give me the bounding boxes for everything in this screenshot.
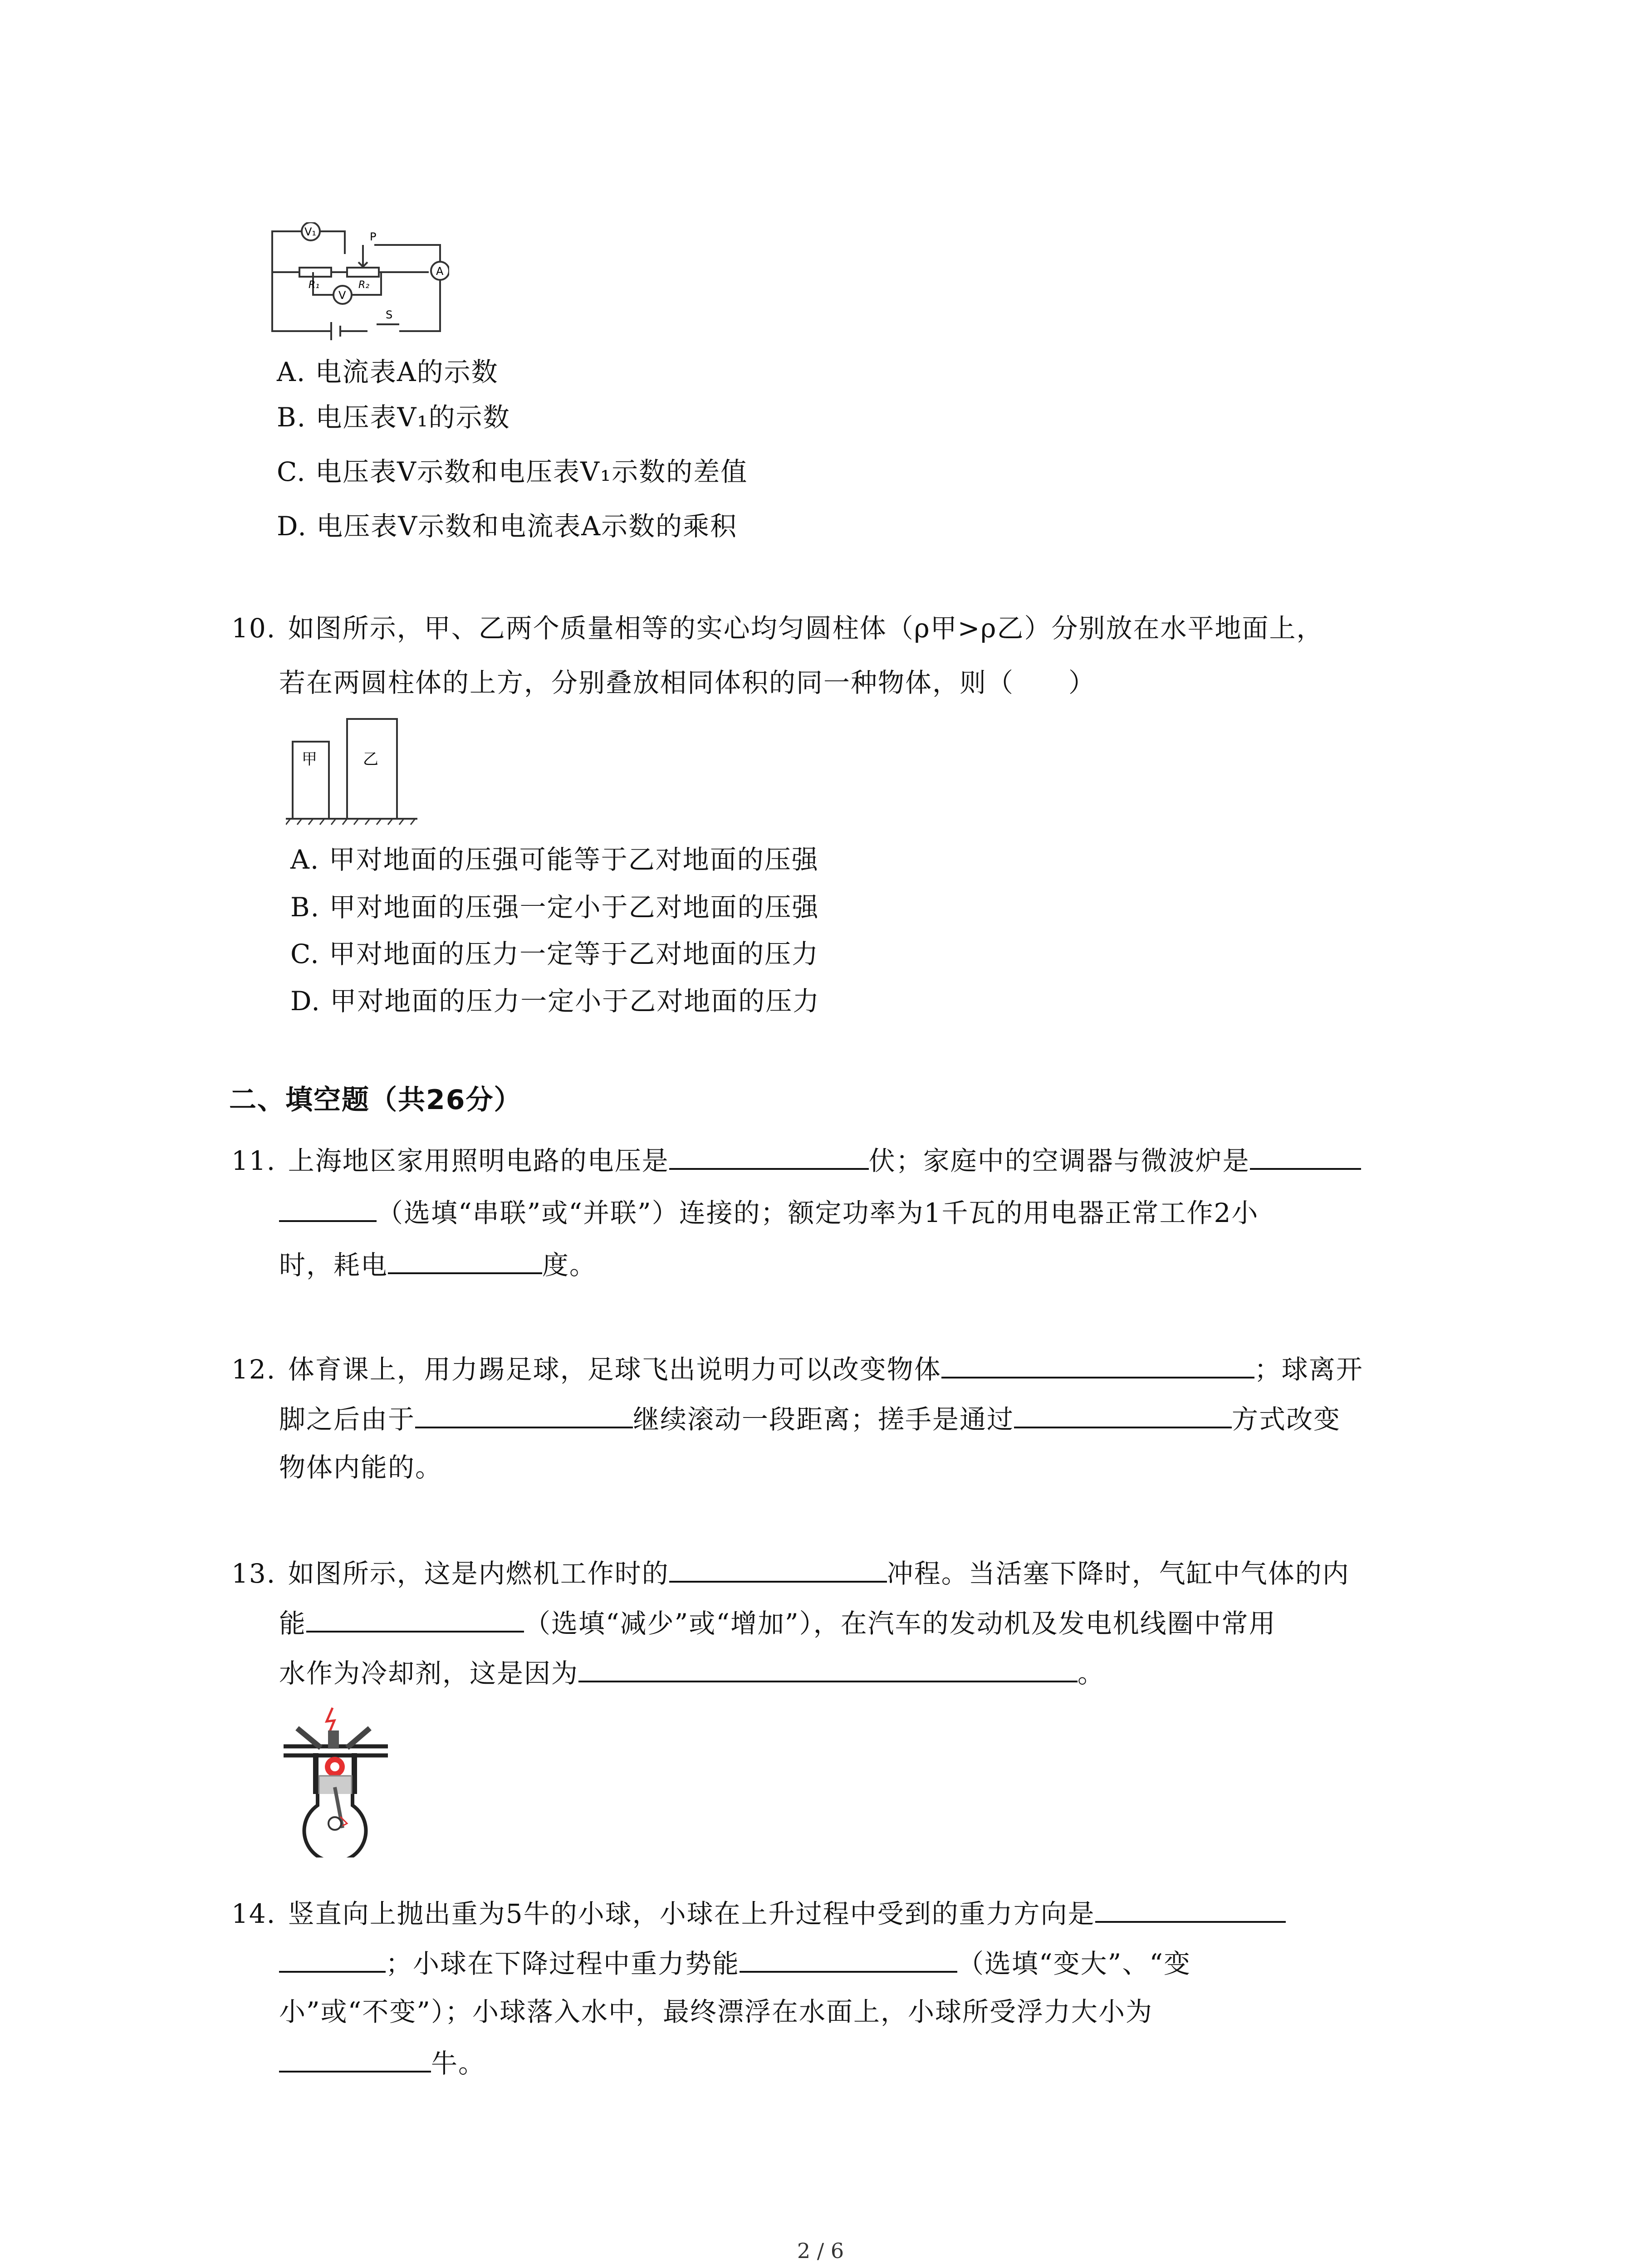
q13-line-1 [231,1554,1350,1592]
q12-blank-2[interactable] [415,1399,633,1428]
q14-text-2: ；小球在下降过程中重力势能 [386,1948,740,1979]
q13-number: 13. [231,1558,276,1589]
yi-label: 乙 [363,750,378,768]
q13-text-5: 水作为冷却剂，这是因为 [279,1658,579,1689]
q11-text-5: 度。 [542,1250,597,1281]
q10-option-a: A. 甲对地面的压强可能等于乙对地面的压强 [290,844,819,875]
a-label: A [436,265,444,278]
q11-blank-2-end[interactable] [279,1193,377,1222]
q14-blank-2[interactable] [740,1944,957,1973]
q14-number: 14. [231,1898,276,1929]
q14-line-1 [231,1894,1286,1932]
q9-option-d: D. 电压表V示数和电流表A示数的乘积 [277,511,738,542]
q12-text-4: 继续滚动一段距离；搓手是通过 [633,1404,1014,1435]
q10-cylinders-figure [286,714,422,826]
q9-option-a: A. 电流表A的示数 [277,357,499,387]
q14-blank-1-start[interactable] [1095,1894,1286,1923]
q11-text-3: （选填“串联”或“并联”）连接的；额定功率为1千瓦的用电器正常工作2小 [377,1198,1259,1228]
q10-text-1: 如图所示，甲、乙两个质量相等的实心均匀圆柱体（ρ甲>ρ乙）分别放在水平地面上， [288,613,1324,644]
q13-text-1: 如图所示，这是内燃机工作时的 [288,1558,669,1589]
q14-text-5: 牛。 [431,2048,486,2079]
q9-option-b: B. 电压表V₁的示数 [277,402,510,433]
q13-blank-2[interactable] [306,1603,524,1633]
q11-line-3 [279,1245,597,1283]
section-2-title: 二、填空题（共26分） [229,1084,522,1116]
q10-line-2: 若在两圆柱体的上方，分别叠放相同体积的同一种物体，则（ ） [279,667,1096,698]
q9-option-c: C. 电压表V示数和电压表V₁示数的差值 [277,456,748,487]
q12-line-3: 物体内能的。 [279,1452,443,1483]
q12-line-2 [279,1399,1341,1437]
q12-text-2: ；球离开 [1254,1354,1363,1385]
q10-option-d: D. 甲对地面的压力一定小于乙对地面的压力 [290,986,820,1017]
q12-text-1: 体育课上，用力踢足球，足球飞出说明力可以改变物体 [288,1354,941,1385]
q11-text-1: 上海地区家用照明电路的电压是 [288,1145,669,1176]
page-number: 2 / 6 [797,2239,844,2263]
q11-number: 11. [231,1145,276,1176]
q14-line-4 [279,2043,485,2082]
s-label: S [386,308,393,321]
q13-text-3: 能 [279,1608,307,1639]
q14-blank-3[interactable] [279,2043,431,2072]
p-label: P [370,230,377,243]
r1-label: R₁ [309,279,320,291]
q14-line-3: 小”或“不变”）；小球落入水中，最终漂浮在水面上，小球所受浮力大小为 [279,1996,1153,2027]
q10-number: 10. [231,613,276,644]
q14-text-1: 竖直向上抛出重为5牛的小球，小球在上升过程中受到的重力方向是 [288,1898,1095,1929]
q10-line-1 [231,610,1323,646]
q12-text-3: 脚之后由于 [279,1404,416,1435]
q12-blank-1[interactable] [941,1349,1254,1378]
q11-text-2: 伏；家庭中的空调器与微波炉是 [868,1145,1250,1176]
q12-number: 12. [231,1354,276,1385]
q11-blank-2-start[interactable] [1250,1141,1361,1170]
q14-text-3: （选填“变大”、“变 [957,1948,1191,1979]
q13-text-2: 冲程。当活塞下降时，气缸中气体的内 [887,1558,1350,1589]
q10-option-c: C. 甲对地面的压力一定等于乙对地面的压力 [290,938,819,969]
q11-line-1 [231,1141,1361,1179]
q9-circuit-diagram [268,222,449,340]
q13-blank-3[interactable] [578,1653,1078,1682]
q13-line-3 [279,1653,1105,1691]
q14-line-2 [279,1944,1191,1982]
q14-blank-1-end[interactable] [279,1944,386,1973]
q13-blank-1[interactable] [669,1554,887,1583]
q11-blank-3[interactable] [388,1245,542,1274]
v-label: V [338,289,346,302]
q11-text-4: 时，耗电 [279,1250,388,1281]
q11-blank-1[interactable] [669,1141,869,1170]
q10-option-b: B. 甲对地面的压强一定小于乙对地面的压强 [290,892,819,923]
q13-line-2 [279,1603,1276,1642]
r2-label: R₂ [358,279,370,291]
jia-label: 甲 [302,750,317,768]
q12-blank-3[interactable] [1014,1399,1232,1428]
q13-text-6: 。 [1078,1658,1105,1689]
q11-line-2 [279,1193,1259,1231]
q12-text-5: 方式改变 [1232,1404,1341,1435]
q12-line-1 [231,1349,1363,1388]
q13-engine-figure [279,1703,392,1857]
v1-label: V₁ [304,225,317,238]
q13-text-4: （选填“减少”或“增加”），在汽车的发动机及发电机线圈中常用 [524,1608,1276,1639]
